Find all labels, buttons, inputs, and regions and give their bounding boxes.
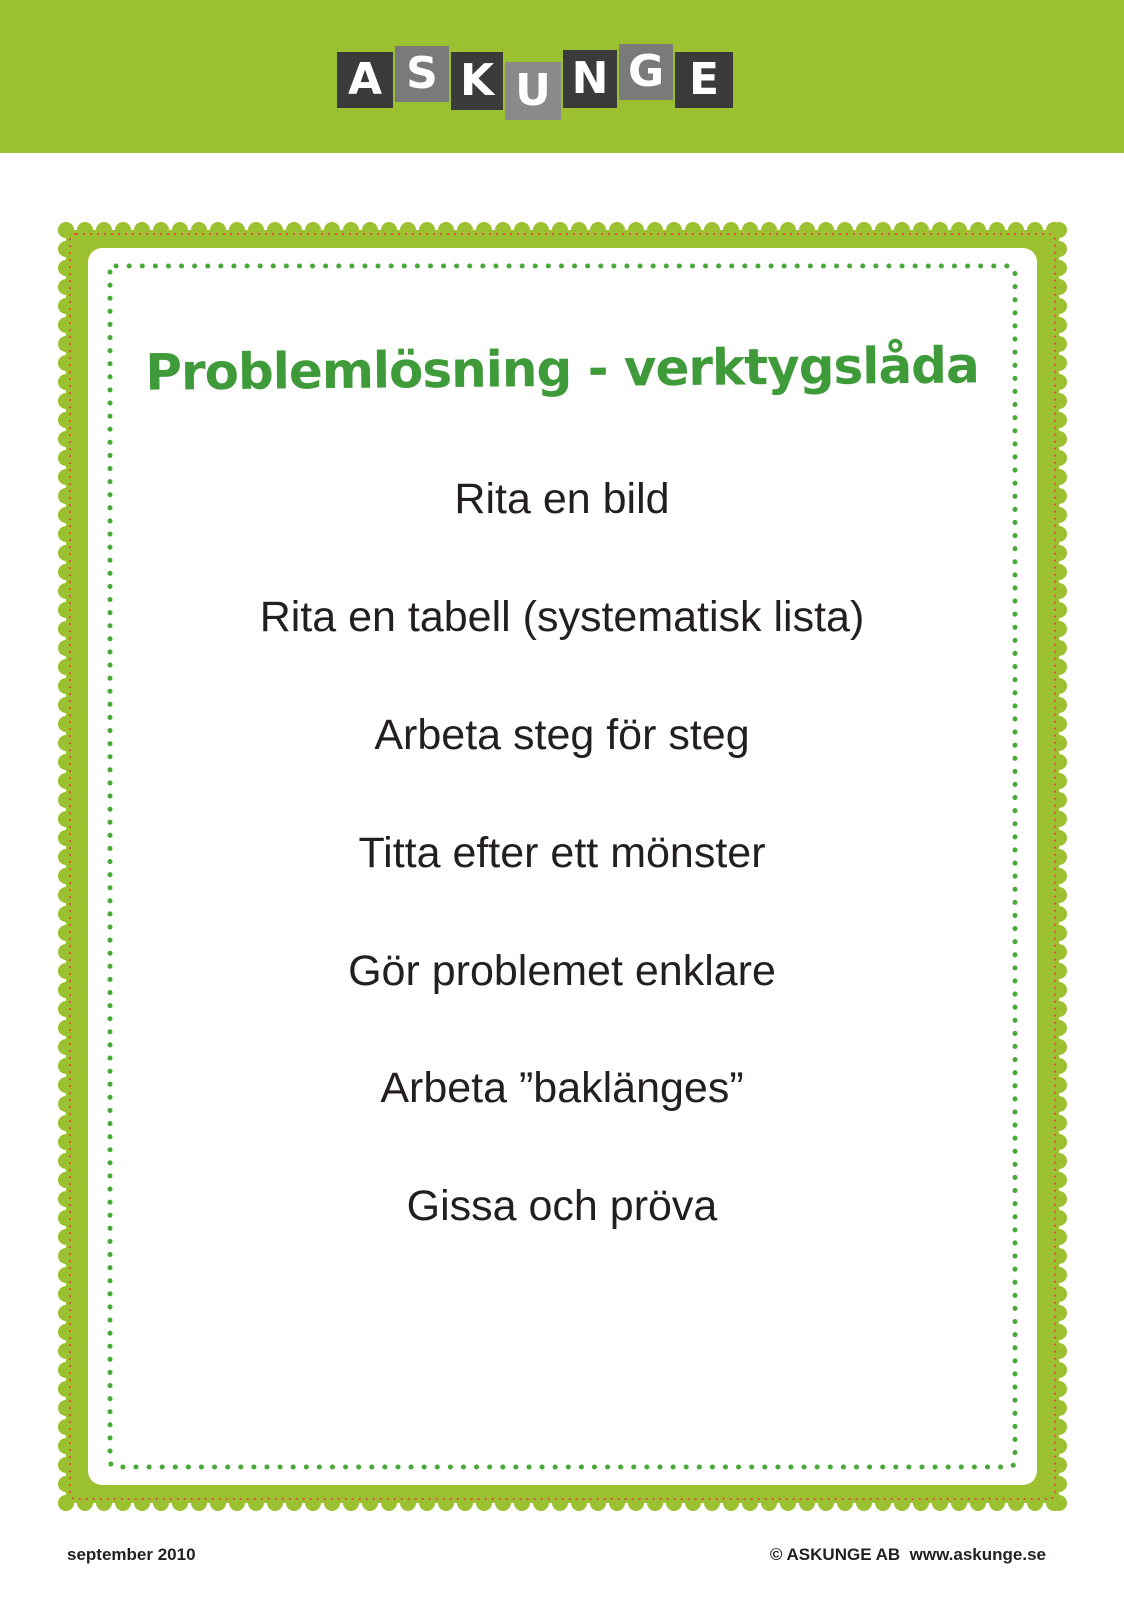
tool-item: Arbeta ”baklänges” <box>380 1064 744 1112</box>
footer-copyright: © ASKUNGE AB www.askunge.se <box>769 1545 1046 1564</box>
logo-letter: E <box>675 52 733 108</box>
tool-item: Gör problemet enklare <box>348 947 776 995</box>
logo-letter: S <box>395 46 449 102</box>
tool-item: Arbeta steg för steg <box>374 711 750 759</box>
tool-item: Gissa och pröva <box>406 1182 718 1230</box>
logo-letter: U <box>505 62 561 120</box>
tool-item: Rita en tabell (systematisk lista) <box>259 593 865 641</box>
page-title: Problemlösning - verktygslåda <box>145 336 979 402</box>
tool-item: Titta efter ett mönster <box>358 829 766 877</box>
tool-item: Rita en bild <box>454 475 670 523</box>
logo-letter: N <box>563 50 617 108</box>
logo-letter: G <box>619 44 673 100</box>
askunge-logo <box>337 46 757 122</box>
footer-date: september 2010 <box>67 1545 196 1564</box>
logo-letter: K <box>451 52 503 110</box>
logo-letter: A <box>337 52 393 108</box>
